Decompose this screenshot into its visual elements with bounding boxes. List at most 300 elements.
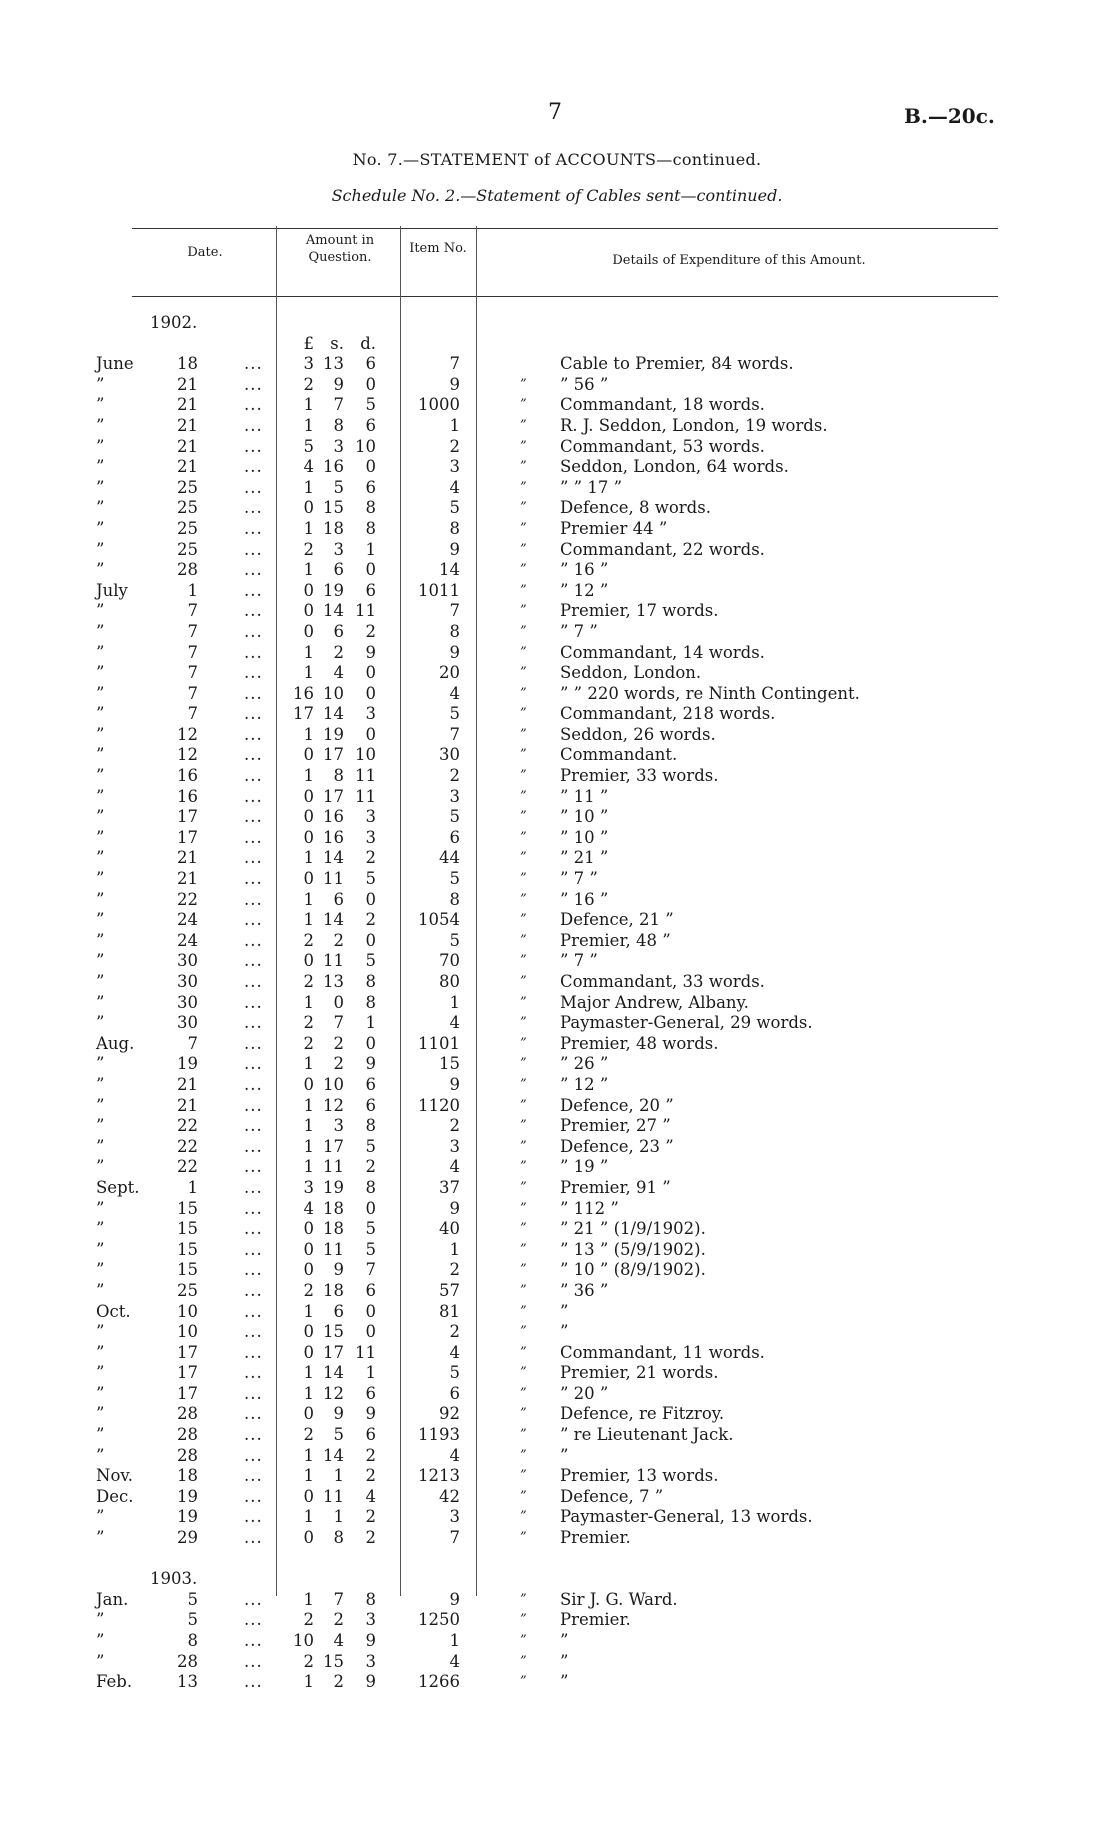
- row-leader-dots: ...: [244, 848, 263, 868]
- row-amount-pence: 9: [365, 1672, 376, 1692]
- row-day: 25: [177, 539, 198, 559]
- row-amount-pence: 10: [355, 436, 376, 456]
- row-day: 30: [177, 951, 198, 971]
- row-amount-shillings: 16: [323, 827, 344, 847]
- table-row: [0, 745, 1114, 766]
- row-leader-dots: ...: [244, 1260, 263, 1280]
- row-amount-pounds: 0: [303, 621, 314, 641]
- row-day: 17: [177, 1383, 198, 1403]
- row-leader-dots: ...: [244, 910, 263, 930]
- row-amount-pence: 8: [365, 1177, 376, 1197]
- row-detail: Premier, 21 words.: [560, 1363, 719, 1383]
- row-month: ”: [96, 436, 105, 456]
- row-amount-pence: 2: [365, 621, 376, 641]
- row-ditto-mark: ”: [520, 747, 527, 763]
- row-detail: Premier, 27 ”: [560, 1116, 671, 1136]
- row-amount-pounds: 1: [303, 560, 314, 580]
- table-row: [0, 354, 1114, 375]
- row-amount-pounds: 1: [303, 415, 314, 435]
- table-row: [0, 313, 1114, 334]
- row-amount-shillings: 9: [333, 374, 344, 394]
- row-amount-pence: 5: [365, 395, 376, 415]
- row-detail: ”: [560, 1322, 569, 1342]
- row-leader-dots: ...: [244, 807, 263, 827]
- row-leader-dots: ...: [244, 1157, 263, 1177]
- row-amount-shillings: 10: [323, 683, 344, 703]
- row-leader-dots: ...: [244, 972, 263, 991]
- row-day: 12: [177, 745, 198, 765]
- row-leader-dots: ...: [244, 930, 263, 950]
- table-row: [0, 993, 1114, 1014]
- row-item-number: 1011: [418, 580, 460, 600]
- row-leader-dots: ...: [244, 704, 263, 724]
- row-amount-pence: 3: [365, 704, 376, 724]
- row-amount-shillings: 6: [333, 889, 344, 909]
- row-amount-pence: 10: [355, 745, 376, 765]
- row-amount-pence: 5: [365, 869, 376, 889]
- row-item-number: 7: [449, 724, 460, 744]
- table-row: [0, 1425, 1114, 1446]
- row-amount-shillings: 14: [323, 601, 344, 621]
- statement-title: No. 7.—STATEMENT of ACCOUNTS—continued.: [352, 150, 762, 169]
- row-detail: Premier, 91 ”: [560, 1177, 671, 1197]
- row-item-number: 37: [439, 1177, 460, 1197]
- row-amount-pounds: 0: [303, 745, 314, 765]
- row-leader-dots: ...: [244, 683, 263, 703]
- row-leader-dots: ...: [244, 1280, 263, 1300]
- row-day: 29: [177, 1528, 198, 1548]
- row-amount-pence: d.: [360, 333, 376, 353]
- row-amount-shillings: 13: [323, 354, 344, 374]
- row-ditto-mark: ”: [520, 665, 527, 681]
- row-detail: Major Andrew, Albany.: [560, 992, 749, 1012]
- row-item-number: 92: [439, 1404, 460, 1424]
- row-month: ”: [96, 1445, 105, 1465]
- row-ditto-mark: ”: [520, 706, 527, 722]
- table-row: [0, 1281, 1114, 1302]
- row-month: Jan.: [96, 1589, 129, 1609]
- table-row: [0, 1384, 1114, 1405]
- row-leader-dots: ...: [244, 786, 263, 806]
- row-month: ”: [96, 415, 105, 435]
- row-item-number: 1054: [418, 910, 460, 930]
- row-detail: ”: [560, 1651, 569, 1671]
- row-amount-pence: 5: [365, 1219, 376, 1239]
- row-ditto-mark: ”: [520, 520, 527, 536]
- row-item-number: 5: [449, 807, 460, 827]
- row-month: Nov.: [96, 1466, 133, 1486]
- row-amount-pounds: 0: [303, 1219, 314, 1239]
- row-ditto-mark: ”: [520, 1179, 527, 1195]
- schedule-subtitle: Schedule No. 2.—Statement of Cables sent—continued.: [331, 186, 783, 205]
- row-ditto-mark: ”: [520, 974, 527, 989]
- row-item-number: 5: [449, 498, 460, 518]
- table-row: [0, 437, 1114, 458]
- row-ditto-mark: ”: [520, 891, 527, 907]
- row-amount-pence: 2: [365, 910, 376, 930]
- row-month: ”: [96, 1631, 105, 1650]
- row-day: 21: [177, 848, 198, 868]
- row-day: 7: [187, 642, 198, 662]
- row-amount-pence: 6: [365, 1095, 376, 1115]
- row-leader-dots: ...: [244, 1177, 263, 1197]
- row-detail: Paymaster-General, 13 words.: [560, 1507, 813, 1527]
- row-ditto-mark: ”: [520, 1118, 527, 1134]
- row-amount-shillings: 2: [333, 930, 344, 950]
- row-leader-dots: ...: [244, 1219, 263, 1239]
- row-item-number: 1000: [418, 395, 460, 415]
- row-amount-shillings: 7: [333, 1589, 344, 1609]
- row-day: 21: [177, 1074, 198, 1094]
- row-leader-dots: ...: [244, 518, 263, 538]
- row-ditto-mark: ”: [520, 1653, 527, 1669]
- row-item-number: 80: [439, 972, 460, 991]
- row-item-number: 9: [449, 1198, 460, 1218]
- row-item-number: 1120: [418, 1095, 460, 1115]
- row-detail: ” 10 ” (8/9/1902).: [560, 1260, 706, 1280]
- row-item-number: 30: [439, 745, 460, 765]
- row-month: ”: [96, 374, 105, 394]
- row-amount-pence: 6: [365, 1425, 376, 1445]
- table-row: [0, 643, 1114, 664]
- table-row: [0, 1343, 1114, 1364]
- row-amount-shillings: 2: [333, 1610, 344, 1630]
- row-ditto-mark: ”: [520, 644, 527, 660]
- table-row: [0, 1322, 1114, 1343]
- row-amount-shillings: 8: [333, 766, 344, 786]
- row-amount-pence: 9: [365, 1054, 376, 1074]
- row-amount-pence: 5: [365, 1239, 376, 1259]
- row-amount-pence: 6: [365, 354, 376, 374]
- row-leader-dots: ...: [244, 560, 263, 580]
- row-amount-shillings: 2: [333, 1033, 344, 1053]
- row-amount-pounds: 1: [303, 992, 314, 1012]
- row-ditto-mark: ”: [520, 541, 527, 557]
- table-row: [0, 1054, 1114, 1075]
- row-amount-pounds: 1: [303, 1445, 314, 1465]
- row-item-number: 4: [449, 1013, 460, 1033]
- row-item-number: 5: [449, 704, 460, 724]
- row-ditto-mark: ”: [520, 1612, 527, 1628]
- row-item-number: 1193: [418, 1425, 460, 1445]
- row-month: Oct.: [96, 1301, 131, 1321]
- row-month: ”: [96, 1425, 105, 1445]
- row-ditto-mark: ”: [520, 459, 527, 475]
- row-leader-dots: ...: [244, 869, 263, 889]
- table-row: [0, 395, 1114, 416]
- row-leader-dots: ...: [244, 1054, 263, 1074]
- table-row: [0, 581, 1114, 602]
- row-day: 12: [177, 724, 198, 744]
- row-amount-pounds: 0: [303, 1074, 314, 1094]
- row-detail: ” 12 ”: [560, 580, 609, 600]
- row-detail: ”: [560, 1301, 569, 1321]
- row-amount-pence: 0: [365, 1198, 376, 1218]
- table-row: [0, 951, 1114, 972]
- row-detail: Commandant, 218 words.: [560, 704, 776, 724]
- row-amount-pounds: 1: [303, 1157, 314, 1177]
- row-leader-dots: ...: [244, 1404, 263, 1424]
- row-ditto-mark: ”: [520, 1344, 527, 1360]
- row-month: ”: [96, 1528, 105, 1548]
- row-day: 21: [177, 374, 198, 394]
- row-day: 1902.: [150, 313, 198, 332]
- row-item-number: 4: [449, 1651, 460, 1671]
- row-month: ”: [96, 560, 105, 580]
- table-row: [0, 560, 1114, 581]
- row-amount-pence: 4: [365, 1486, 376, 1506]
- row-month: June: [96, 354, 134, 374]
- row-amount-pence: 0: [365, 1301, 376, 1321]
- row-item-number: 5: [449, 930, 460, 950]
- row-ditto-mark: ”: [520, 1365, 527, 1381]
- row-detail: ” 10 ”: [560, 807, 609, 827]
- row-month: ”: [96, 663, 105, 683]
- row-detail: ” 7 ”: [560, 951, 598, 971]
- row-ditto-mark: ”: [520, 623, 527, 639]
- row-amount-pence: 0: [365, 374, 376, 394]
- row-amount-shillings: 19: [323, 580, 344, 600]
- row-leader-dots: ...: [244, 663, 263, 683]
- row-amount-pounds: 1: [303, 1672, 314, 1692]
- row-item-number: 9: [449, 374, 460, 394]
- row-ditto-mark: ”: [520, 1509, 527, 1525]
- row-amount-pounds: 1: [303, 1116, 314, 1136]
- table-row: [0, 1157, 1114, 1178]
- row-item-number: 1: [449, 415, 460, 435]
- row-amount-pence: 1: [365, 539, 376, 559]
- table-row: [0, 1034, 1114, 1055]
- table-row: [0, 1260, 1114, 1281]
- row-item-number: 14: [439, 560, 460, 580]
- row-item-number: 7: [449, 354, 460, 374]
- row-month: ”: [96, 1651, 105, 1671]
- row-item-number: 15: [439, 1054, 460, 1074]
- row-amount-shillings: 5: [333, 477, 344, 497]
- table-row: [0, 807, 1114, 828]
- row-day: 25: [177, 477, 198, 497]
- row-month: ”: [96, 766, 105, 786]
- row-amount-shillings: 2: [333, 1672, 344, 1692]
- table-row: [0, 1404, 1114, 1425]
- row-ditto-mark: ”: [520, 1468, 527, 1484]
- row-month: ”: [96, 972, 105, 991]
- row-amount-pence: 6: [365, 1074, 376, 1094]
- row-detail: ” 112 ”: [560, 1198, 619, 1218]
- row-amount-pounds: 1: [303, 395, 314, 415]
- row-detail: ” 16 ”: [560, 889, 609, 909]
- row-amount-pounds: 2: [303, 972, 314, 991]
- row-day: 7: [187, 663, 198, 683]
- row-detail: Defence, 8 words.: [560, 498, 711, 518]
- row-day: 22: [177, 1157, 198, 1177]
- row-detail: ” 36 ”: [560, 1280, 609, 1300]
- row-amount-shillings: 11: [323, 951, 344, 971]
- row-month: ”: [96, 807, 105, 827]
- row-leader-dots: ...: [244, 951, 263, 971]
- row-amount-shillings: 15: [323, 498, 344, 518]
- row-detail: Premier, 48 ”: [560, 930, 671, 950]
- row-ditto-mark: ”: [520, 500, 527, 516]
- row-item-number: 3: [449, 786, 460, 806]
- row-item-number: 6: [449, 827, 460, 847]
- row-ditto-mark: ”: [520, 1159, 527, 1175]
- row-amount-pounds: 4: [303, 1198, 314, 1218]
- row-amount-pence: 6: [365, 1383, 376, 1403]
- row-detail: Premier, 33 words.: [560, 766, 719, 786]
- table-row: [0, 848, 1114, 869]
- row-month: ”: [96, 848, 105, 868]
- row-amount-pounds: 0: [303, 1404, 314, 1424]
- row-detail: ” 10 ”: [560, 827, 609, 847]
- row-amount-pence: 8: [365, 1116, 376, 1136]
- row-ditto-mark: ”: [520, 1303, 527, 1319]
- row-amount-shillings: 2: [333, 1054, 344, 1074]
- row-amount-pounds: 0: [303, 869, 314, 889]
- row-amount-pounds: 1: [303, 1095, 314, 1115]
- row-day: 30: [177, 972, 198, 991]
- row-item-number: 44: [439, 848, 460, 868]
- row-item-number: 9: [449, 539, 460, 559]
- row-amount-pence: 2: [365, 1157, 376, 1177]
- row-item-number: 20: [439, 663, 460, 683]
- header-item: Item No.: [409, 241, 467, 256]
- row-day: 18: [177, 354, 198, 374]
- row-month: ”: [96, 601, 105, 621]
- row-amount-pence: 0: [365, 457, 376, 477]
- row-amount-pence: 0: [365, 663, 376, 683]
- table-row: [0, 1466, 1114, 1487]
- row-leader-dots: ...: [244, 1301, 263, 1321]
- row-ditto-mark: ”: [520, 912, 527, 928]
- row-item-number: 4: [449, 1342, 460, 1362]
- table-row: [0, 1199, 1114, 1220]
- row-day: 15: [177, 1239, 198, 1259]
- row-day: 1: [187, 1177, 198, 1197]
- row-item-number: 2: [449, 1322, 460, 1342]
- row-amount-shillings: 19: [323, 1177, 344, 1197]
- row-ditto-mark: ”: [520, 1406, 527, 1422]
- row-amount-shillings: 19: [323, 724, 344, 744]
- row-detail: Defence, re Fitzroy.: [560, 1404, 725, 1424]
- row-detail: ”: [560, 1631, 569, 1650]
- row-amount-pounds: 17: [293, 704, 314, 724]
- row-amount-pence: 3: [365, 1651, 376, 1671]
- row-month: ”: [96, 1116, 105, 1136]
- row-day: 7: [187, 1033, 198, 1053]
- row-leader-dots: ...: [244, 498, 263, 518]
- row-item-number: 1250: [418, 1610, 460, 1630]
- row-day: 16: [177, 766, 198, 786]
- row-item-number: 2: [449, 1260, 460, 1280]
- header-details: Details of Expenditure of this Amount.: [612, 253, 866, 268]
- row-item-number: 3: [449, 457, 460, 477]
- row-amount-pence: 11: [355, 766, 376, 786]
- row-amount-pounds: 1: [303, 848, 314, 868]
- row-item-number: 4: [449, 477, 460, 497]
- page-number: 7: [548, 100, 562, 125]
- row-ditto-mark: ”: [520, 1138, 527, 1154]
- row-amount-shillings: 7: [333, 1013, 344, 1033]
- row-detail: Defence, 7 ”: [560, 1486, 664, 1506]
- table-row: [0, 684, 1114, 705]
- row-item-number: 2: [449, 1116, 460, 1136]
- row-amount-pounds: 1: [303, 889, 314, 909]
- table-row: [0, 519, 1114, 540]
- row-ditto-mark: ”: [520, 788, 527, 804]
- row-detail: Commandant, 11 words.: [560, 1342, 765, 1362]
- row-day: 19: [177, 1486, 198, 1506]
- header-amount: Amount in Question.: [305, 233, 375, 265]
- row-month: ”: [96, 518, 105, 538]
- row-amount-pence: 6: [365, 1280, 376, 1300]
- row-ditto-mark: ”: [520, 994, 527, 1010]
- table-row: [0, 972, 1114, 993]
- row-amount-shillings: 12: [323, 1095, 344, 1115]
- row-ditto-mark: ”: [520, 850, 527, 866]
- row-amount-shillings: 6: [333, 621, 344, 641]
- row-amount-shillings: 15: [323, 1651, 344, 1671]
- row-amount-shillings: 11: [323, 869, 344, 889]
- table-row: [0, 828, 1114, 849]
- row-leader-dots: ...: [244, 457, 263, 477]
- row-day: 17: [177, 807, 198, 827]
- row-detail: Commandant, 53 words.: [560, 436, 765, 456]
- row-day: 22: [177, 1136, 198, 1156]
- table-row: [0, 869, 1114, 890]
- row-item-number: 8: [449, 518, 460, 538]
- row-month: ”: [96, 1013, 105, 1033]
- row-amount-shillings: 17: [323, 786, 344, 806]
- row-amount-shillings: 18: [323, 1219, 344, 1239]
- row-detail: Seddon, 26 words.: [560, 724, 716, 744]
- row-day: 7: [187, 621, 198, 641]
- row-item-number: 2: [449, 436, 460, 456]
- row-amount-pounds: 1: [303, 910, 314, 930]
- table-row: [0, 375, 1114, 396]
- table-row: [0, 1363, 1114, 1384]
- row-amount-pence: 3: [365, 1610, 376, 1630]
- row-ditto-mark: ”: [520, 1056, 527, 1072]
- row-detail: ” 21 ” (1/9/1902).: [560, 1219, 706, 1239]
- row-day: 17: [177, 1363, 198, 1383]
- row-detail: ” 21 ”: [560, 848, 609, 868]
- row-month: ”: [96, 704, 105, 724]
- row-amount-shillings: 14: [323, 704, 344, 724]
- row-month: ”: [96, 539, 105, 559]
- table-row: [0, 540, 1114, 561]
- row-detail: ” 56 ”: [560, 374, 609, 394]
- row-ditto-mark: ”: [520, 397, 527, 413]
- row-amount-pounds: 0: [303, 951, 314, 971]
- table-row: [0, 416, 1114, 437]
- row-month: ”: [96, 786, 105, 806]
- table-row: [0, 498, 1114, 519]
- row-ditto-mark: ”: [520, 1674, 527, 1690]
- table-row: [0, 1672, 1114, 1693]
- table-row: [0, 1507, 1114, 1528]
- row-month: ”: [96, 1383, 105, 1403]
- row-leader-dots: ...: [244, 1033, 263, 1053]
- row-ditto-mark: ”: [520, 1447, 527, 1463]
- row-item-number: 3: [449, 1136, 460, 1156]
- row-amount-pence: 7: [365, 1260, 376, 1280]
- row-amount-pounds: 0: [303, 601, 314, 621]
- row-ditto-mark: ”: [520, 768, 527, 784]
- row-amount-pence: 6: [365, 580, 376, 600]
- row-day: 21: [177, 1095, 198, 1115]
- row-leader-dots: ...: [244, 374, 263, 394]
